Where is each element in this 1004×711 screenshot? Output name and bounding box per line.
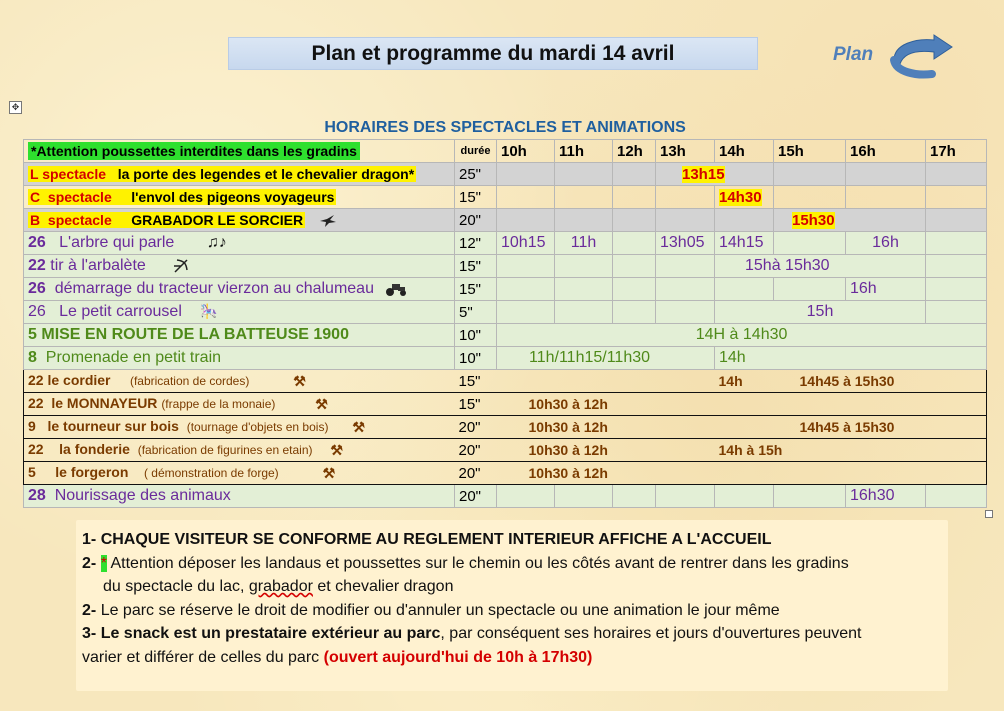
hour-header: 17h bbox=[926, 140, 987, 163]
table-row: 22 le MONNAYEUR (frappe de la monaie) ⚒ 15" 10h30 à 12h bbox=[24, 393, 987, 416]
animation-name: Le petit carrousel bbox=[59, 303, 182, 320]
hour-header: 15h bbox=[774, 140, 846, 163]
hour-header: 16h bbox=[846, 140, 926, 163]
animation-name: tir à l'arbalète bbox=[50, 257, 146, 275]
table-row: 22 tir à l'arbalète 15" 15hà 15h30 bbox=[24, 255, 987, 278]
table-move-handle-icon[interactable]: ✥ bbox=[9, 101, 22, 114]
table-row: 5 MISE EN ROUTE DE LA BATTEUSE 1900 10" 14H à 14h30 bbox=[24, 324, 987, 347]
show-name: GRABADOR LE SORCIER bbox=[131, 211, 304, 228]
animation-name: démarrage du tracteur vierzon au chalumeau bbox=[54, 280, 374, 297]
carousel-icon: 🎠 bbox=[200, 303, 218, 320]
hour-header: 13h bbox=[656, 140, 715, 163]
schedule-table bbox=[23, 117, 987, 508]
table-row: 26 démarrage du tracteur vierzon au chalumeau 15" 16h bbox=[24, 278, 987, 301]
table-row: 9 le tourneur sur bois (tournage d'objets en bois) ⚒ 20" 10h30 à 12h 14h45 à 15h30 bbox=[24, 416, 987, 439]
table-row: 22 le cordier (fabrication de cordes) ⚒ 15" 14h 14h45 à 15h30 bbox=[24, 370, 987, 393]
craftsman-icon: ⚒ bbox=[293, 372, 306, 389]
table-row: 26 L'arbre qui parle ♫♪ 12" 10h15 11h 13h05 14h15 16h bbox=[24, 232, 987, 255]
show-time: 15h30 bbox=[792, 211, 835, 229]
animation-name: MISE EN ROUTE DE LA BATTEUSE 1900 bbox=[41, 326, 349, 343]
table-row: B spectacle GRABADOR LE SORCIER 20" 15h30 bbox=[24, 209, 987, 232]
hour-header: 12h bbox=[613, 140, 656, 163]
show-name: la porte des legendes et le chevalier dragon bbox=[117, 165, 409, 182]
craftsman-icon: ⚒ bbox=[330, 441, 343, 458]
table-resize-handle-icon[interactable] bbox=[985, 510, 993, 518]
curved-arrow-icon[interactable] bbox=[888, 34, 956, 82]
atelier-name: le tourneur sur bois bbox=[47, 418, 179, 435]
bird-icon bbox=[319, 214, 337, 228]
duration-header: durée bbox=[455, 140, 497, 163]
rules-box bbox=[76, 520, 948, 691]
craftsman-icon: ⚒ bbox=[315, 395, 328, 412]
craftsman-icon: ⚒ bbox=[352, 418, 365, 435]
table-caption: HORAIRES DES SPECTACLES ET ANIMATIONS bbox=[324, 119, 686, 136]
rule-4-continued: varier et différer de celles du parc (ouvert aujourd'hui de 10h à 17h30) bbox=[82, 648, 593, 666]
animation-name: Promenade en petit train bbox=[45, 349, 222, 366]
atelier-name: le cordier bbox=[47, 372, 111, 389]
rule-2-continued: du spectacle du lac, grabador et chevalier dragon bbox=[103, 578, 454, 595]
crossbow-icon bbox=[172, 257, 190, 275]
music-notes-icon: ♫♪ bbox=[206, 233, 227, 251]
table-row: 26 Le petit carrousel 🎠 5" 15h bbox=[24, 301, 987, 324]
show-time: 14h30 bbox=[719, 188, 762, 206]
atelier-name: la fonderie bbox=[59, 441, 130, 458]
hour-header: 14h bbox=[715, 140, 774, 163]
animation-name: L'arbre qui parle bbox=[59, 234, 175, 252]
atelier-name: le MONNAYEUR bbox=[51, 395, 158, 412]
table-row: L spectacle la porte des legendes et le chevalier dragon* 25" 13h15 bbox=[24, 163, 987, 186]
rule-1: 1- CHAQUE VISITEUR SE CONFORME AU REGLEMENT INTERIEUR AFFICHE A L'ACCUEIL bbox=[82, 531, 772, 548]
rule-3: 2- Le parc se réserve le droit de modifier ou d'annuler un spectacle ou une animation le jour même bbox=[82, 601, 780, 619]
page-title: Plan et programme du mardi 14 avril bbox=[228, 37, 758, 70]
hour-header: 10h bbox=[497, 140, 555, 163]
table-row: 5 le forgeron ( démonstration de forge) ⚒ 20" 10h30 à 12h bbox=[24, 462, 987, 485]
warning-cell bbox=[24, 140, 455, 163]
table-row: 22 la fonderie (fabrication de figurines en etain) ⚒ 20" 10h30 à 12h 14h à 15h bbox=[24, 439, 987, 462]
table-row: 28 Nourissage des animaux 20" 16h30 bbox=[24, 485, 987, 508]
plan-link[interactable]: Plan bbox=[833, 44, 874, 65]
atelier-name: le forgeron bbox=[55, 464, 129, 481]
craftsman-icon: ⚒ bbox=[322, 464, 336, 481]
rule-2: 2- * Attention déposer les landaus et poussettes sur le chemin ou les côtés avant de rentrer dans les gradins bbox=[82, 554, 849, 572]
hour-header: 11h bbox=[555, 140, 613, 163]
show-time: 13h15 bbox=[682, 165, 725, 183]
warning-text: *Attention poussettes interdites dans les gradins bbox=[28, 142, 360, 160]
show-name: l'envol des pigeons voyageurs bbox=[131, 188, 335, 205]
table-row: C spectacle l'envol des pigeons voyageurs 15" 14h30 bbox=[24, 186, 987, 209]
table-row: 8 Promenade en petit train 10" 11h/11h15/11h30 14h bbox=[24, 347, 987, 370]
tractor-icon bbox=[384, 281, 408, 297]
animation-name: Nourissage des animaux bbox=[54, 487, 231, 504]
rule-4: 3- Le snack est un prestataire extérieur au parc, par conséquent ses horaires et jours d'ouvertures peuvent bbox=[82, 625, 862, 642]
